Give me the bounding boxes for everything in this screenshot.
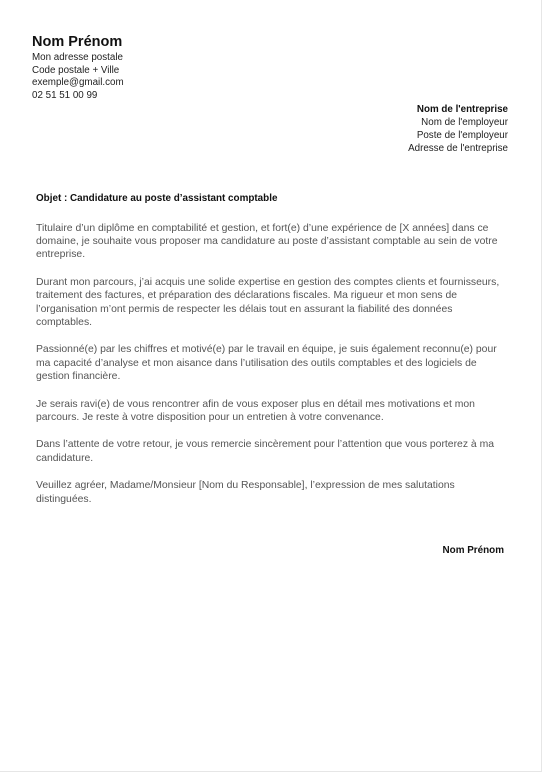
- recipient-employer: Nom de l'employeur: [421, 117, 508, 128]
- body-paragraph: Titulaire d’un diplôme en comptabilité et gestion, et fort(e) d’une expérience de [X années] dans ce domaine, je souhaite vous proposer ma candidature au poste d’assistant comptable au sein de votre entreprise.: [36, 223, 498, 261]
- sender-postal-city: Code postale + Ville: [32, 64, 120, 76]
- sender-name: Nom Prénom: [32, 34, 123, 50]
- sender-email: exemple@gmail.com: [32, 77, 124, 88]
- body-paragraph: Veuillez agréer, Madame/Monsieur [Nom du Responsable], l’expression de mes salutations distinguées.: [36, 480, 455, 505]
- body-paragraph: Je serais ravi(e) de vous rencontrer afin de vous exposer plus en détail mes motivations et mon parcours. Je reste à votre disposition pour un entretien à votre convenance.: [36, 398, 475, 423]
- recipient-company-address: Adresse de l'entreprise: [408, 143, 508, 154]
- letter-body: [36, 222, 508, 520]
- sender-block: [32, 34, 124, 102]
- signature-name: Nom Prénom: [442, 545, 504, 556]
- sender-phone: 02 51 51 00 99: [32, 89, 98, 101]
- body-paragraph: Passionné(e) par les chiffres et motivé(e) par le travail en équipe, je suis également reconnu(e) pour ma capacité d’analyse et mon aisance dans l’utilisation des outils comptables et des logiciels de gestion financière.: [36, 344, 497, 382]
- recipient-block: [408, 103, 508, 155]
- sender-address: Mon adresse postale: [32, 52, 123, 63]
- body-paragraph: Durant mon parcours, j’ai acquis une solide expertise en gestion des comptes clients et fournisseurs, traitement des factures, et préparation des déclarations fiscales. Ma rigueur et mon sens de l’organisation m’ont permis de respecter les délais tout en assurant la fiabilité des données comptables.: [36, 277, 500, 328]
- letter-subject: Objet : Candidature au poste d’assistant comptable: [36, 193, 278, 204]
- body-paragraph: Dans l’attente de votre retour, je vous remercie sincèrement pour l’attention que vous porterez à ma candidature.: [36, 439, 495, 464]
- recipient-employer-position: Poste de l'employeur: [416, 130, 508, 141]
- recipient-company: Nom de l'entreprise: [416, 104, 508, 115]
